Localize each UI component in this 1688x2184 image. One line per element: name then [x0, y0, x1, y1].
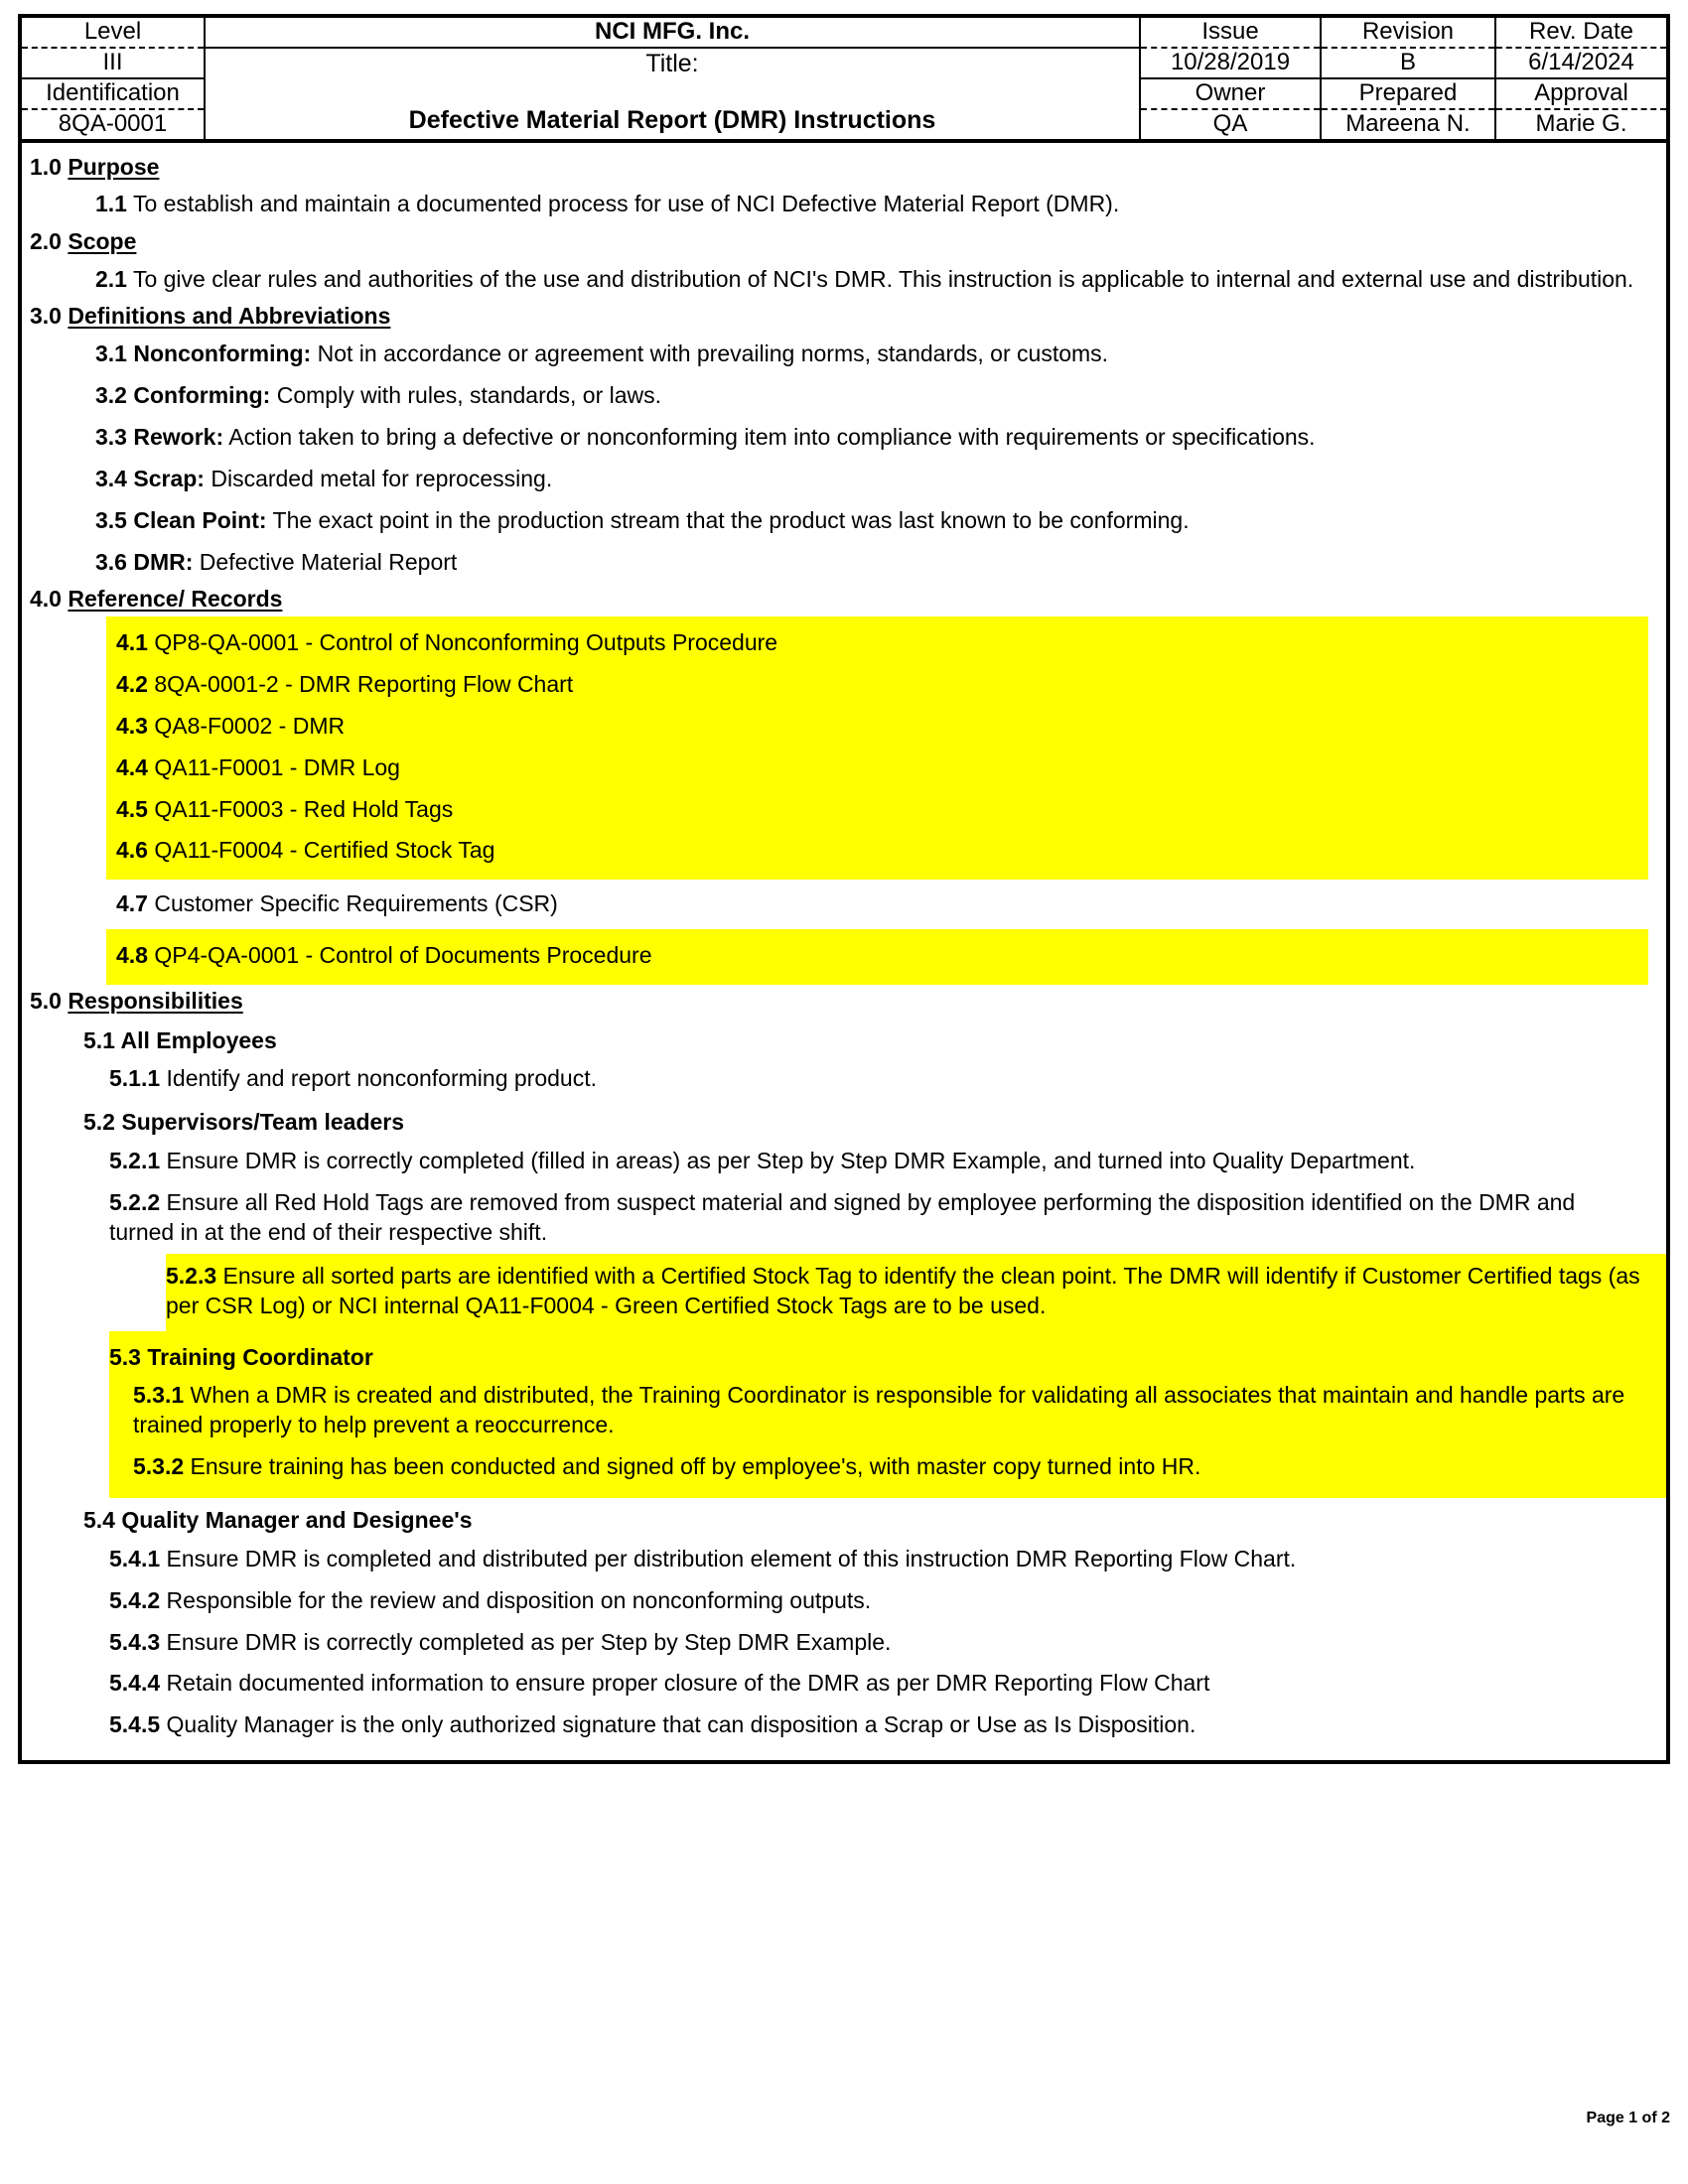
paragraph-5-3-1	[109, 1375, 1666, 1446]
reference-4-5-text: QA11-F0003 - Red Hold Tags	[147, 795, 454, 822]
definition-3-1	[22, 334, 1666, 375]
definition-3-3-term: 3.3 Rework:	[95, 423, 224, 450]
paragraph-5-4-1-text: Ensure DMR is completed and distributed per distribution element of this instruction DMR Reporting Flow Chart.	[160, 1545, 1297, 1571]
definition-3-1-text: Not in accordance or agreement with prevailing norms, standards, or customs.	[311, 341, 1109, 367]
reference-4-8-number: 4.8	[116, 942, 148, 969]
definition-3-5-text: The exact point in the production stream that the product was last known to be conforming.	[266, 506, 1190, 533]
reference-4-6-text: QA11-F0004 - Certified Stock Tag	[147, 837, 495, 864]
header-identification-value: 8QA-0001	[20, 109, 205, 141]
section-4-number: 4.0	[30, 586, 62, 613]
header-owner-label: Owner	[1140, 78, 1321, 109]
header-prepared-value: Mareena N.	[1321, 109, 1495, 141]
section-1-title: Purpose	[68, 153, 160, 180]
paragraph-5-2-1-number: 5.2.1	[109, 1148, 161, 1174]
definition-3-3	[22, 417, 1666, 459]
definition-3-4	[22, 459, 1666, 500]
header-approval-label: Approval	[1495, 78, 1668, 109]
title-label: Title:	[645, 50, 699, 78]
reference-4-1-number: 4.1	[116, 629, 148, 655]
reference-4-7	[106, 884, 1648, 925]
paragraph-5-3-2-text: Ensure training has been conducted and signed off by employee's, with master copy turned into HR.	[184, 1453, 1201, 1480]
definition-3-4-term: 3.4 Scrap:	[95, 465, 205, 491]
header-row-2	[20, 48, 1668, 78]
paragraph-5-4-3-number: 5.4.3	[109, 1628, 161, 1655]
paragraph-5-4-1-number: 5.4.1	[109, 1545, 161, 1571]
section-heading-4	[22, 583, 1666, 616]
paragraph-5-3-2-number: 5.3.2	[133, 1453, 185, 1480]
header-level-label: Level	[20, 16, 205, 48]
paragraph-5-2-1-text: Ensure DMR is correctly completed (filled in areas) as per Step by Step DMR Example, and turned into Quality Department.	[160, 1148, 1416, 1174]
reference-4-6-number: 4.6	[116, 837, 148, 864]
paragraph-5-1-1	[22, 1058, 1666, 1100]
paragraph-2-1-number: 2.1	[95, 265, 127, 292]
paragraph-5-4-2	[22, 1580, 1666, 1622]
subsection-heading-5-3: 5.3 Training Coordinator	[109, 1343, 373, 1370]
definition-3-1-term: 3.1 Nonconforming:	[95, 341, 312, 367]
paragraph-5-2-3	[166, 1256, 1666, 1327]
subsection-heading-5-2: 5.2 Supervisors/Team leaders	[83, 1109, 405, 1136]
paragraph-2-1-text: To give clear rules and authorities of the use and distribution of NCI's DMR. This instruction is applicable to internal and external use and distribution.	[126, 265, 1634, 292]
paragraph-5-4-5-number: 5.4.5	[109, 1711, 161, 1738]
reference-4-8	[106, 935, 1648, 977]
reference-4-1-text: QP8-QA-0001 - Control of Nonconforming Outputs Procedure	[147, 629, 778, 655]
header-issue-value: 10/28/2019	[1140, 48, 1321, 78]
header-owner-value: QA	[1140, 109, 1321, 141]
section-heading-2	[22, 225, 1666, 259]
section-3-number: 3.0	[30, 303, 62, 330]
paragraph-2-1	[22, 259, 1666, 301]
document-title: Defective Material Report (DMR) Instructions	[408, 106, 936, 135]
document-body	[18, 143, 1670, 1765]
highlight-block-5-2-3	[166, 1254, 1666, 1331]
reference-plain-block	[106, 880, 1648, 929]
header-issue-label: Issue	[1140, 16, 1321, 48]
section-4-title: Reference/ Records	[68, 586, 283, 613]
header-level-value: III	[20, 48, 205, 78]
header-prepared-label: Prepared	[1321, 78, 1495, 109]
section-1-number: 1.0	[30, 153, 62, 180]
section-5-title: Responsibilities	[68, 988, 243, 1015]
paragraph-5-4-4-text: Retain documented information to ensure proper closure of the DMR as per DMR Reporting Flow Chart	[160, 1670, 1210, 1697]
reference-4-5	[106, 789, 1648, 831]
reference-4-7-text: Customer Specific Requirements (CSR)	[147, 890, 558, 917]
paragraph-5-1-1-text: Identify and report nonconforming product.	[160, 1065, 597, 1092]
reference-4-3-text: QA8-F0002 - DMR	[147, 712, 346, 739]
definition-3-6-term: 3.6 DMR:	[95, 548, 194, 575]
paragraph-5-2-3-text: Ensure all sorted parts are identified with a Certified Stock Tag to identify the clean point. The DMR will identify if Customer Certified tags (as per CSR Log) or NCI internal QA11-F0004 - Green Certified Stock Tags are to be used.	[166, 1262, 1640, 1318]
highlight-block-5-3	[109, 1331, 1666, 1498]
paragraph-5-4-5	[22, 1705, 1666, 1746]
header-row-1	[20, 16, 1668, 48]
paragraph-1-1	[22, 184, 1666, 225]
definition-3-4-text: Discarded metal for reprocessing.	[204, 465, 553, 491]
definition-3-5-term: 3.5 Clean Point:	[95, 506, 267, 533]
reference-4-3	[106, 706, 1648, 748]
reference-4-3-number: 4.3	[116, 712, 148, 739]
reference-highlight-block-1	[106, 616, 1648, 880]
header-revdate-value: 6/14/2024	[1495, 48, 1668, 78]
paragraph-5-4-4	[22, 1663, 1666, 1705]
header-revision-label: Revision	[1321, 16, 1495, 48]
reference-4-7-number: 4.7	[116, 890, 148, 917]
reference-4-2-text: 8QA-0001-2 - DMR Reporting Flow Chart	[147, 670, 574, 697]
paragraph-5-3-1-number: 5.3.1	[133, 1382, 185, 1409]
paragraph-5-2-2	[22, 1182, 1666, 1254]
paragraph-5-1-1-number: 5.1.1	[109, 1065, 161, 1092]
paragraph-5-2-3-number: 5.2.3	[166, 1262, 217, 1289]
paragraph-5-4-2-number: 5.4.2	[109, 1586, 161, 1613]
paragraph-5-3-1-text: When a DMR is created and distributed, the Training Coordinator is responsible for validating all associates that maintain and handle parts are trained properly to help prevent a reoccurrence.	[133, 1382, 1625, 1438]
page-footer: Page 1 of 2	[1586, 2110, 1670, 2126]
definition-3-6-text: Defective Material Report	[193, 548, 458, 575]
header-title-cell	[205, 48, 1140, 141]
reference-4-4-text: QA11-F0001 - DMR Log	[147, 753, 400, 780]
header-approval-value: Marie G.	[1495, 109, 1668, 141]
section-3-title: Definitions and Abbreviations	[68, 303, 391, 330]
section-5-number: 5.0	[30, 988, 62, 1015]
header-revdate-label: Rev. Date	[1495, 16, 1668, 48]
reference-4-2	[106, 664, 1648, 706]
paragraph-5-4-1	[22, 1539, 1666, 1580]
paragraph-5-2-1	[22, 1141, 1666, 1182]
reference-4-1	[106, 622, 1648, 664]
paragraph-5-2-2-number: 5.2.2	[109, 1189, 161, 1215]
reference-4-2-number: 4.2	[116, 670, 148, 697]
paragraph-5-4-5-text: Quality Manager is the only authorized signature that can disposition a Scrap or Use as Is Disposition.	[160, 1711, 1196, 1738]
definition-3-5	[22, 500, 1666, 542]
header-revision-value: B	[1321, 48, 1495, 78]
section-heading-1	[22, 151, 1666, 185]
reference-4-4	[106, 748, 1648, 789]
subsection-heading-5-4: 5.4 Quality Manager and Designee's	[83, 1506, 473, 1533]
reference-4-4-number: 4.4	[116, 753, 148, 780]
header-company-name: NCI MFG. Inc.	[205, 16, 1140, 48]
paragraph-1-1-text: To establish and maintain a documented process for use of NCI Defective Material Report (DMR).	[126, 191, 1120, 217]
definition-3-2-text: Comply with rules, standards, or laws.	[270, 381, 662, 408]
definition-3-2-term: 3.2 Conforming:	[95, 381, 271, 408]
paragraph-5-4-3-text: Ensure DMR is correctly completed as per Step by Step DMR Example.	[160, 1628, 892, 1655]
section-2-title: Scope	[68, 227, 137, 254]
paragraph-5-4-2-text: Responsible for the review and disposition on nonconforming outputs.	[160, 1586, 872, 1613]
subsection-heading-5-1: 5.1 All Employees	[83, 1026, 277, 1053]
paragraph-5-3-2	[109, 1446, 1666, 1488]
section-heading-3	[22, 300, 1666, 334]
paragraph-1-1-number: 1.1	[95, 191, 127, 217]
paragraph-5-4-4-number: 5.4.4	[109, 1670, 161, 1697]
paragraph-5-2-2-text: Ensure all Red Hold Tags are removed from suspect material and signed by employee performing the disposition identified on the DMR and turned in at the end of their respective shift.	[109, 1189, 1576, 1245]
reference-4-8-text: QP4-QA-0001 - Control of Documents Procedure	[147, 942, 652, 969]
reference-4-6	[106, 830, 1648, 872]
reference-highlight-block-2	[106, 929, 1648, 985]
section-2-number: 2.0	[30, 227, 62, 254]
reference-4-5-number: 4.5	[116, 795, 148, 822]
definition-3-2	[22, 375, 1666, 417]
document-header-table	[18, 14, 1670, 143]
paragraph-5-4-3	[22, 1622, 1666, 1664]
section-heading-5	[22, 985, 1666, 1019]
definition-3-3-text: Action taken to bring a defective or nonconforming item into compliance with requirements or specifications.	[223, 423, 1316, 450]
definition-3-6	[22, 542, 1666, 584]
header-identification-label: Identification	[20, 78, 205, 109]
